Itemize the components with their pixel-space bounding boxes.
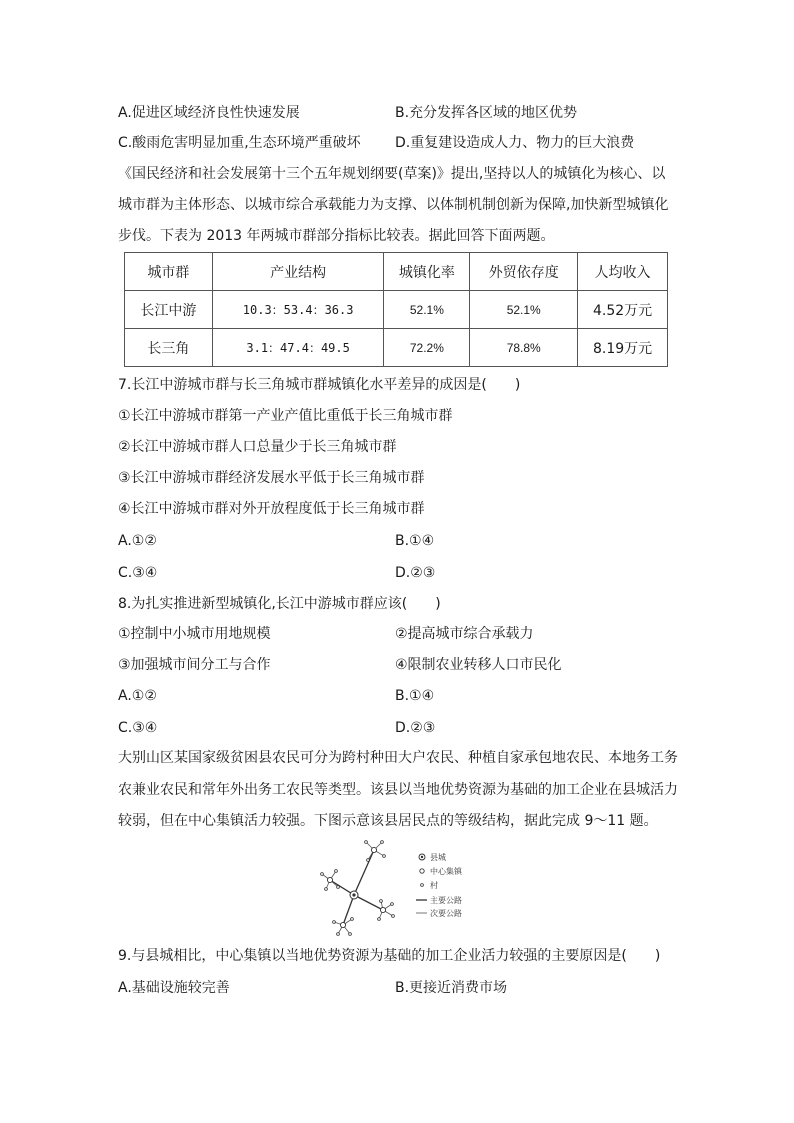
table-header-cell: 产业结构: [212, 253, 384, 291]
q7-item: ③长江中游城市群经济发展水平低于长三角城市群: [118, 470, 425, 486]
passage2-line: 较弱，但在中心集镇活力较强。下图示意该县居民点的等级结构，据此完成 9～11 题。: [118, 813, 658, 829]
q9-stem: 9.与县城相比，中心集镇以当地优势资源为基础的加工企业活力较强的主要原因是( ): [118, 948, 661, 964]
passage1-line: 步伐。下表为 2013 年两城市群部分指标比较表。据此回答下面两题。: [118, 228, 555, 244]
table-header-cell: 城镇化率: [384, 253, 470, 291]
q7-item: ②长江中游城市群人口总量少于长三角城市群: [118, 439, 397, 455]
legend-village: 村: [430, 881, 438, 890]
diagram-legend: [416, 852, 463, 918]
q9-option-a: A.基础设施较完善: [118, 980, 230, 996]
q7-stem: 7.长江中游城市群与长三角城市群城镇化水平差异的成因是( ): [118, 377, 521, 393]
q8-item: ②提高城市综合承载力: [395, 626, 534, 642]
town-legend-icon: [420, 869, 424, 873]
table-cell: 3.1：47.4：49.5: [212, 329, 384, 367]
table-row: [125, 291, 668, 329]
q7-option-a: A.①②: [118, 533, 157, 549]
legend-county: 县城: [430, 853, 446, 862]
q7-item: ④长江中游城市群对外开放程度低于长三角城市群: [118, 501, 425, 517]
q8-option-d: D.②③: [395, 720, 436, 736]
q6-option-b: B.充分发挥各区域的地区优势: [395, 105, 578, 121]
legend-secondary-road: 次要公路: [430, 909, 462, 918]
q6-option-d: D.重复建设造成人力、物力的巨大浪费: [395, 135, 635, 151]
table-cell: 72.2%: [384, 329, 470, 367]
table-cell: 52.1%: [470, 291, 578, 329]
passage1-line: 《国民经济和社会发展第十三个五年规划纲要(草案)》提出,坚持以人的城镇化为核心、以: [118, 166, 666, 182]
legend-main-road: 主要公路: [430, 896, 462, 905]
table-cell: 长江中游: [125, 291, 213, 329]
table-header-cell: 外贸依存度: [470, 253, 578, 291]
table-cell: 52.1%: [384, 291, 470, 329]
table-cell: 长三角: [125, 329, 213, 367]
q6-option-c: C.酸雨危害明显加重,生态环境严重破坏: [118, 135, 361, 151]
passage1-line: 城市群为主体形态、以城市综合承载能力为支撑、以体制机制创新为保障,加快新型城镇化: [118, 197, 669, 213]
q8-option-b: B.①④: [395, 688, 435, 704]
q7-option-d: D.②③: [395, 565, 436, 581]
q9-option-b: B.更接近消费市场: [395, 980, 508, 996]
q8-stem: 8.为扎实推进新型城镇化,长江中游城市群应该( ): [118, 596, 441, 612]
q7-option-c: C.③④: [118, 565, 158, 581]
village-legend-icon: [421, 884, 424, 887]
q8-option-a: A.①②: [118, 688, 157, 704]
table-cell: 8.19万元: [578, 329, 668, 367]
passage2-line: 农兼业农民和常年外出务工农民等类型。该县以当地优势资源为基础的加工企业在县城活力: [118, 782, 678, 798]
table-cell: 10.3：53.4：36.3: [212, 291, 384, 329]
table-cell: 78.8%: [470, 329, 578, 367]
table-row: [125, 329, 668, 367]
table-header-cell: 城市群: [125, 253, 213, 291]
settlement-hierarchy-diagram: [318, 840, 488, 940]
county-seat: [350, 891, 358, 899]
q8-option-c: C.③④: [118, 720, 158, 736]
legend-town: 中心集镇: [430, 867, 462, 876]
central-towns: [327, 847, 385, 927]
q6-option-a: A.促进区域经济良性快速发展: [118, 105, 300, 121]
q8-item: ①控制中小城市用地规模: [118, 626, 271, 642]
q8-item: ④限制农业转移人口市民化: [395, 657, 562, 673]
table-header-row: [125, 253, 668, 291]
q7-option-b: B.①④: [395, 533, 435, 549]
passage2-line: 大别山区某国家级贫困县农民可分为跨村种田大户农民、种植自家承包地农民、本地务工务: [118, 750, 678, 766]
table-cell: 4.52万元: [578, 291, 668, 329]
q7-item: ①长江中游城市群第一产业产值比重低于长三角城市群: [118, 408, 453, 424]
city-cluster-table: [124, 252, 668, 367]
q8-item: ③加强城市间分工与合作: [118, 657, 271, 673]
table-header-cell: 人均收入: [578, 253, 668, 291]
